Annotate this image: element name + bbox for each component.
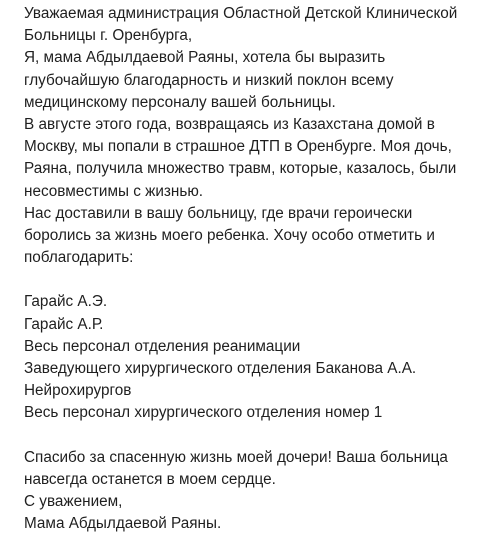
letter-line: В августе этого года, возвращаясь из Казахстана домой в [24, 115, 435, 133]
letter-line: Уважаемая администрация Областной Детской Клинической [24, 5, 458, 22]
letter-line: медицинскому персоналу вашей больницы. [24, 93, 336, 111]
letter-line: несовместимы с жизнью. [24, 182, 204, 200]
letter-line: поблагодарить: [24, 249, 134, 267]
paragraph-gap [24, 425, 500, 447]
thanks-list-item: Нейрохирургов [24, 382, 132, 400]
letter-line: навсегда останется в моем сердце. [24, 470, 276, 488]
thanks-list-item: Весь персонал хирургического отделения номер 1 [24, 404, 383, 422]
letter-line: Больницы г. Оренбурга, [24, 27, 193, 45]
thanks-list-item: Весь персонал отделения реанимации [24, 337, 301, 355]
letter-line: Я, мама Абдылдаевой Раяны, хотела бы выразить [24, 49, 386, 67]
thanks-list-item: Гарайс А.Р. [24, 315, 104, 333]
thanks-list-item: Заведующего хирургического отделения Баканова А.А. [24, 360, 417, 377]
letter-line: Нас доставили в вашу больницу, где врачи героически [24, 204, 413, 222]
letter-line: глубочайшую благодарность и низкий поклон всему [24, 71, 394, 89]
letter-line: Спасибо за спасенную жизнь моей дочери! Ваша больница [24, 448, 448, 466]
letter-line: Раяна, получила множество травм, которые, казалось, были [24, 160, 457, 178]
closing-line: С уважением, [24, 493, 123, 511]
paragraph-gap [24, 269, 500, 291]
letter-body [24, 3, 500, 536]
signature-line: Мама Абдылдаевой Раяны. [24, 515, 222, 533]
letter-line: боролись за жизнь моего ребенка. Хочу особо отметить и [24, 226, 435, 244]
thanks-list-item: Гарайс А.Э. [24, 293, 108, 311]
letter-line: Москву, мы попали в страшное ДТП в Оренбурге. Моя дочь, [24, 138, 452, 156]
